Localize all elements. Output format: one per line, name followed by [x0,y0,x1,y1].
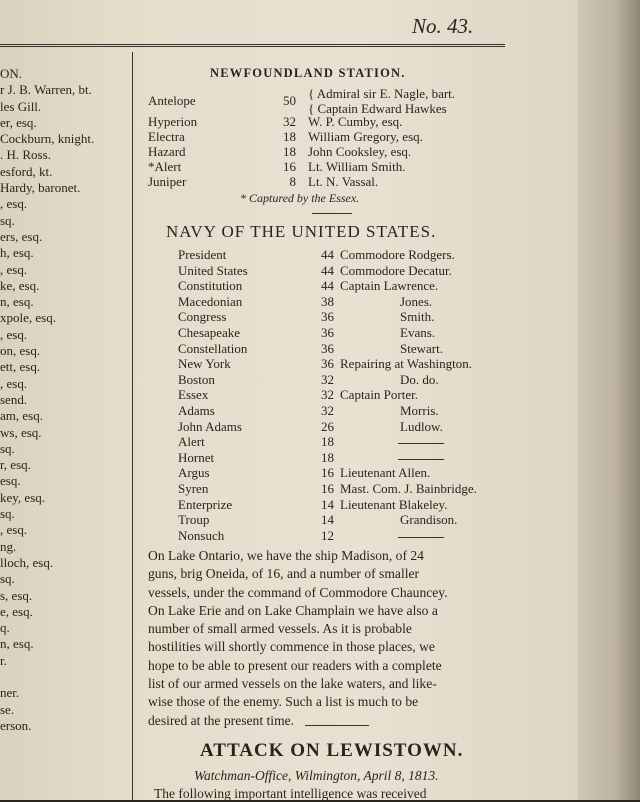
navy-guns: 36 [321,325,334,340]
station-commander: Lt. N. Vassal. [308,174,379,189]
station-commander: { Admiral sir E. Nagle, bart. [308,86,456,101]
navy-ship: President [178,247,227,262]
navy-guns: 44 [321,278,334,294]
navy-commander: Stewart. [400,340,443,356]
left-column-line: , esq. [0,375,28,391]
navy-commander: Grandison. [400,512,458,528]
station-ship: Electra [148,129,185,144]
navy-guns: 38 [321,293,334,309]
left-column-line: sq. [0,212,15,228]
paragraph-line: guns, brig Oneida, of 16, and a number of smaller [148,566,420,582]
left-column-line: , esq. [0,196,28,212]
station-guns: 8 [289,174,296,189]
left-column-line: key, esq. [0,489,46,505]
left-column-line: lloch, esq. [0,554,54,570]
left-column-line: er, esq. [0,114,37,130]
left-column-line: ng. [0,538,17,554]
paragraph-line: On Lake Erie and on Lake Champlain we have also a [148,602,438,618]
attack-dateline: Watchman-Office, Wilmington, April 8, 1813. [194,768,439,783]
blank-dash [398,443,444,444]
navy-guns: 14 [321,512,334,528]
navy-commander: Do. do. [400,371,439,387]
navy-guns: 12 [321,527,334,543]
station-heading: NEWFOUNDLAND STATION. [210,66,406,80]
left-column-line: se. [0,701,15,717]
navy-ship: Alert [178,434,205,450]
attack-first-line: The following important intelligence was received [154,786,427,801]
navy-guns: 44 [321,247,334,262]
station-ship: *Alert [148,159,182,174]
station-commander: John Cooksley, esq. [308,144,412,159]
left-column-line: send. [0,391,28,407]
left-column-line: les Gill. [0,98,42,114]
left-column-line: Cockburn, knight. [0,131,95,147]
navy-guns: 18 [321,449,334,465]
left-column-line: ke, esq. [0,277,40,293]
navy-ship: Adams [178,403,215,418]
station-commander: Lt. William Smith. [308,159,406,174]
station-guns: 18 [283,144,296,159]
navy-ship: John Adams [178,418,242,434]
section-rule [305,725,369,726]
left-column-line: ON. [0,66,23,81]
station-ship: Antelope [148,93,196,108]
navy-guns: 16 [321,465,334,481]
station-ship: Juniper [148,174,187,189]
navy-guns: 14 [321,496,334,512]
navy-ship: Chesapeake [178,325,241,340]
left-column-line: esford, kt. [0,163,53,179]
left-column-line: q. [0,620,10,636]
paragraph-line: hope to be able to present our readers with a complete [148,657,442,673]
left-column-line: sq. [0,440,15,456]
page-edge [578,0,640,800]
left-column-line: am, esq. [0,408,43,424]
left-column-line: . H. Ross. [0,147,51,163]
navy-ship: Macedonian [178,293,243,309]
blank-dash [398,459,444,460]
navy-guns: 16 [321,481,334,496]
left-column-line: xpole, esq. [0,310,56,326]
left-column-line: n, esq. [0,294,34,310]
station-caption: * Captured by the Essex. [240,191,360,205]
navy-ship: Constellation [178,340,248,356]
navy-guns: 36 [321,356,334,372]
station-guns: 50 [283,93,296,108]
left-column-line: sq. [0,571,15,587]
left-column-line [0,669,128,685]
navy-ship: Troup [178,512,210,528]
navy-commander: Smith. [400,309,435,325]
navy-ship: Nonsuch [178,527,225,543]
navy-ship: New York [178,356,231,372]
navy-guns: 36 [321,340,334,356]
navy-ship: Congress [178,309,227,325]
paragraph-line: number of small armed vessels. As it is probable [148,621,412,637]
lake-paragraph [148,547,546,730]
column-rule [132,52,133,800]
station-commander: William Gregory, esq. [308,129,423,144]
station-ship: Hazard [148,144,186,159]
navy-commander: Mast. Com. J. Bainbridge. [340,481,477,496]
left-column-line: ers, esq. [0,228,43,244]
left-column-line: sq. [0,506,15,522]
navy-commander: Commodore Decatur. [340,262,452,278]
left-column-line: Hardy, baronet. [0,180,81,196]
station-guns: 32 [283,114,296,129]
left-column-line: ett, esq. [0,359,41,375]
navy-ship: Constitution [178,278,243,294]
navy-commander: Lieutenant Allen. [340,465,431,481]
navy-commander: Captain Lawrence. [340,278,439,294]
paragraph-line: list of our armed vessels on the lake waters, and like- [148,676,437,692]
navy-heading: NAVY OF THE UNITED STATES. [166,222,437,241]
left-column-line: , esq. [0,522,28,538]
left-column-line: e, esq. [0,603,33,619]
left-column-list [0,66,128,734]
issue-number: No. 43. [412,14,474,38]
navy-ship: Enterprize [178,496,233,512]
paragraph-line: vessels, under the command of Commodore Chauncey. [148,584,448,600]
left-column-line: erson. [0,717,32,733]
left-column-line: s, esq. [0,587,33,603]
left-column-line: ws, esq. [0,424,42,440]
paragraph-line: On Lake Ontario, we have the ship Madison, of 24 [148,548,424,563]
navy-ship: Boston [178,371,215,387]
section-rule [312,213,352,214]
left-column-line: esq. [0,473,21,489]
navy-commander: Lieutenant Blakeley. [340,496,448,512]
navy-guns: 32 [321,403,334,418]
left-column-line: , esq. [0,326,28,342]
station-commander: W. P. Cumby, esq. [308,114,403,129]
station-guns: 16 [283,159,296,174]
header-rule [0,44,505,47]
navy-commander: Commodore Rodgers. [340,247,455,262]
left-column-line: ner. [0,685,20,701]
attack-heading: ATTACK ON LEWISTOWN. [200,740,464,761]
navy-commander: Evans. [400,325,436,340]
navy-guns: 26 [321,418,334,434]
navy-guns: 44 [321,262,334,278]
navy-guns: 36 [321,309,334,325]
paragraph-line: hostilities will shortly commence in those places, we [148,639,435,655]
blank-dash [398,537,444,538]
paragraph-line: wise those of the enemy. Such a list is much to be [148,694,419,710]
navy-ship: Essex [178,387,209,403]
navy-commander: Ludlow. [400,418,443,434]
navy-ship: United States [178,262,248,278]
navy-guns: 18 [321,434,334,450]
navy-ship: Syren [178,481,209,496]
navy-ship: Argus [178,465,210,481]
station-ship: Hyperion [148,114,198,129]
navy-guns: 32 [321,371,334,387]
left-column-line: r J. B. Warren, bt. [0,82,92,98]
paragraph-line: desired at the present time. [148,712,295,728]
left-column-line: r, esq. [0,457,31,473]
navy-commander: Captain Porter. [340,387,418,403]
navy-commander: Jones. [400,293,433,309]
navy-commander: Repairing at Washington. [340,356,472,372]
left-column-line: h, esq. [0,245,34,261]
left-column-line: n, esq. [0,636,34,652]
navy-commander: Morris. [400,403,439,418]
navy-guns: 32 [321,387,334,403]
left-column-line: , esq. [0,261,28,277]
left-column-line: on, esq. [0,343,41,359]
left-column-line: r. [0,652,7,668]
navy-ship: Hornet [178,449,215,465]
station-commander: { Captain Edward Hawkes [308,101,447,116]
station-guns: 18 [283,129,296,144]
